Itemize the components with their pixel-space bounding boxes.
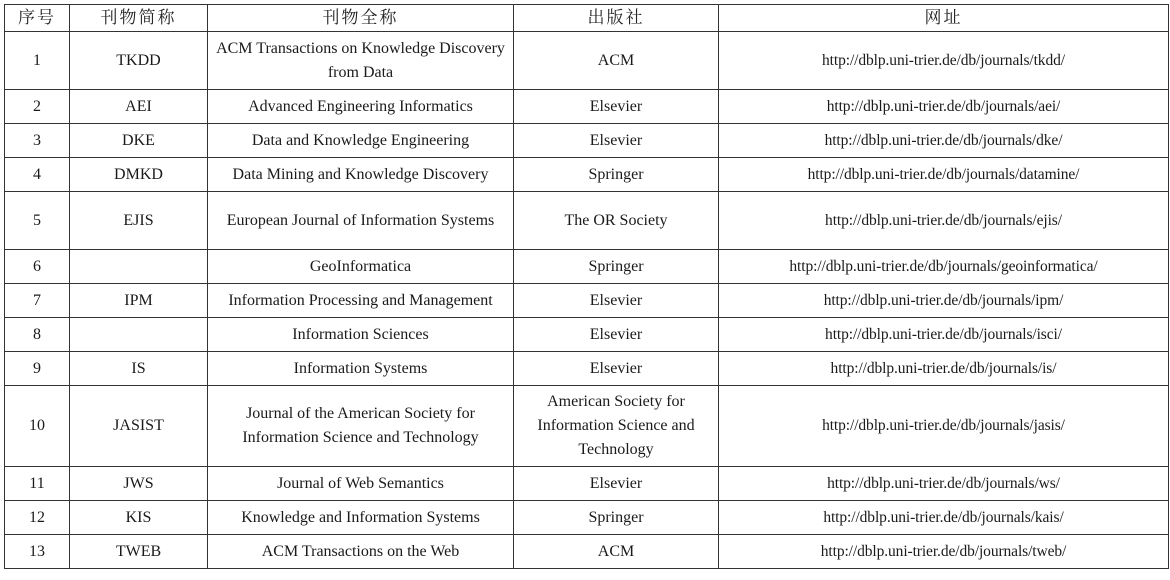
cell-url: http://dblp.uni-trier.de/db/journals/ipm/: [719, 284, 1169, 318]
cell-publisher: Springer: [514, 158, 719, 192]
header-serial-number: 序号: [5, 5, 70, 32]
table-row: [5, 535, 1169, 569]
cell-full-name: Knowledge and Information Systems: [208, 501, 514, 535]
cell-full-name: European Journal of Information Systems: [208, 192, 514, 250]
cell-publisher: Elsevier: [514, 352, 719, 386]
cell-full-name: GeoInformatica: [208, 250, 514, 284]
table-row: [5, 32, 1169, 90]
cell-serial-number: 1: [5, 32, 70, 90]
cell-abbreviation: TWEB: [70, 535, 208, 569]
table-row: [5, 158, 1169, 192]
cell-publisher: ACM: [514, 32, 719, 90]
cell-full-name: ACM Transactions on the Web: [208, 535, 514, 569]
cell-publisher: ACM: [514, 535, 719, 569]
cell-serial-number: 11: [5, 467, 70, 501]
header-publisher: 出版社: [514, 5, 719, 32]
cell-serial-number: 4: [5, 158, 70, 192]
table-header: [5, 5, 1169, 32]
cell-url: http://dblp.uni-trier.de/db/journals/ejis/: [719, 192, 1169, 250]
table-row: [5, 192, 1169, 250]
cell-url: http://dblp.uni-trier.de/db/journals/aei/: [719, 90, 1169, 124]
table-row: [5, 352, 1169, 386]
journal-table: [4, 4, 1169, 569]
cell-publisher: Elsevier: [514, 467, 719, 501]
cell-abbreviation: JASIST: [70, 386, 208, 467]
cell-full-name: Advanced Engineering Informatics: [208, 90, 514, 124]
cell-url: http://dblp.uni-trier.de/db/journals/dke/: [719, 124, 1169, 158]
cell-full-name: Data and Knowledge Engineering: [208, 124, 514, 158]
cell-full-name: Information Systems: [208, 352, 514, 386]
cell-serial-number: 5: [5, 192, 70, 250]
cell-serial-number: 13: [5, 535, 70, 569]
cell-abbreviation: EJIS: [70, 192, 208, 250]
cell-serial-number: 2: [5, 90, 70, 124]
table-row: [5, 318, 1169, 352]
cell-url: http://dblp.uni-trier.de/db/journals/tweb/: [719, 535, 1169, 569]
cell-abbreviation: TKDD: [70, 32, 208, 90]
cell-serial-number: 7: [5, 284, 70, 318]
cell-serial-number: 12: [5, 501, 70, 535]
header-url: 网址: [719, 5, 1169, 32]
table-row: [5, 124, 1169, 158]
cell-abbreviation: IS: [70, 352, 208, 386]
cell-url: http://dblp.uni-trier.de/db/journals/isci/: [719, 318, 1169, 352]
cell-publisher: Elsevier: [514, 90, 719, 124]
cell-url: http://dblp.uni-trier.de/db/journals/tkdd/: [719, 32, 1169, 90]
cell-serial-number: 6: [5, 250, 70, 284]
table-row: [5, 386, 1169, 467]
cell-url: http://dblp.uni-trier.de/db/journals/is/: [719, 352, 1169, 386]
cell-serial-number: 10: [5, 386, 70, 467]
cell-publisher: Elsevier: [514, 284, 719, 318]
cell-full-name: Information Processing and Management: [208, 284, 514, 318]
header-abbreviation: 刊物简称: [70, 5, 208, 32]
cell-serial-number: 3: [5, 124, 70, 158]
cell-publisher: Elsevier: [514, 124, 719, 158]
cell-serial-number: 8: [5, 318, 70, 352]
cell-abbreviation: IPM: [70, 284, 208, 318]
cell-abbreviation: [70, 250, 208, 284]
cell-url: http://dblp.uni-trier.de/db/journals/ws/: [719, 467, 1169, 501]
cell-full-name: Journal of Web Semantics: [208, 467, 514, 501]
cell-abbreviation: DMKD: [70, 158, 208, 192]
table-row: [5, 250, 1169, 284]
cell-full-name: Journal of the American Society for Information Science and Technology: [208, 386, 514, 467]
table-row: [5, 284, 1169, 318]
cell-abbreviation: KIS: [70, 501, 208, 535]
table-body: [5, 32, 1169, 569]
cell-abbreviation: JWS: [70, 467, 208, 501]
cell-url: http://dblp.uni-trier.de/db/journals/geoinformatica/: [719, 250, 1169, 284]
cell-abbreviation: DKE: [70, 124, 208, 158]
cell-publisher: Springer: [514, 250, 719, 284]
cell-full-name: Information Sciences: [208, 318, 514, 352]
header-full-name: 刊物全称: [208, 5, 514, 32]
table-row: [5, 467, 1169, 501]
header-row: [5, 5, 1169, 32]
cell-publisher: American Society for Information Science and Technology: [514, 386, 719, 467]
cell-abbreviation: [70, 318, 208, 352]
cell-serial-number: 9: [5, 352, 70, 386]
cell-full-name: Data Mining and Knowledge Discovery: [208, 158, 514, 192]
cell-url: http://dblp.uni-trier.de/db/journals/datamine/: [719, 158, 1169, 192]
cell-full-name: ACM Transactions on Knowledge Discovery from Data: [208, 32, 514, 90]
cell-url: http://dblp.uni-trier.de/db/journals/jasis/: [719, 386, 1169, 467]
table-row: [5, 501, 1169, 535]
cell-url: http://dblp.uni-trier.de/db/journals/kais/: [719, 501, 1169, 535]
table-row: [5, 90, 1169, 124]
cell-publisher: Springer: [514, 501, 719, 535]
cell-publisher: Elsevier: [514, 318, 719, 352]
cell-publisher: The OR Society: [514, 192, 719, 250]
cell-abbreviation: AEI: [70, 90, 208, 124]
